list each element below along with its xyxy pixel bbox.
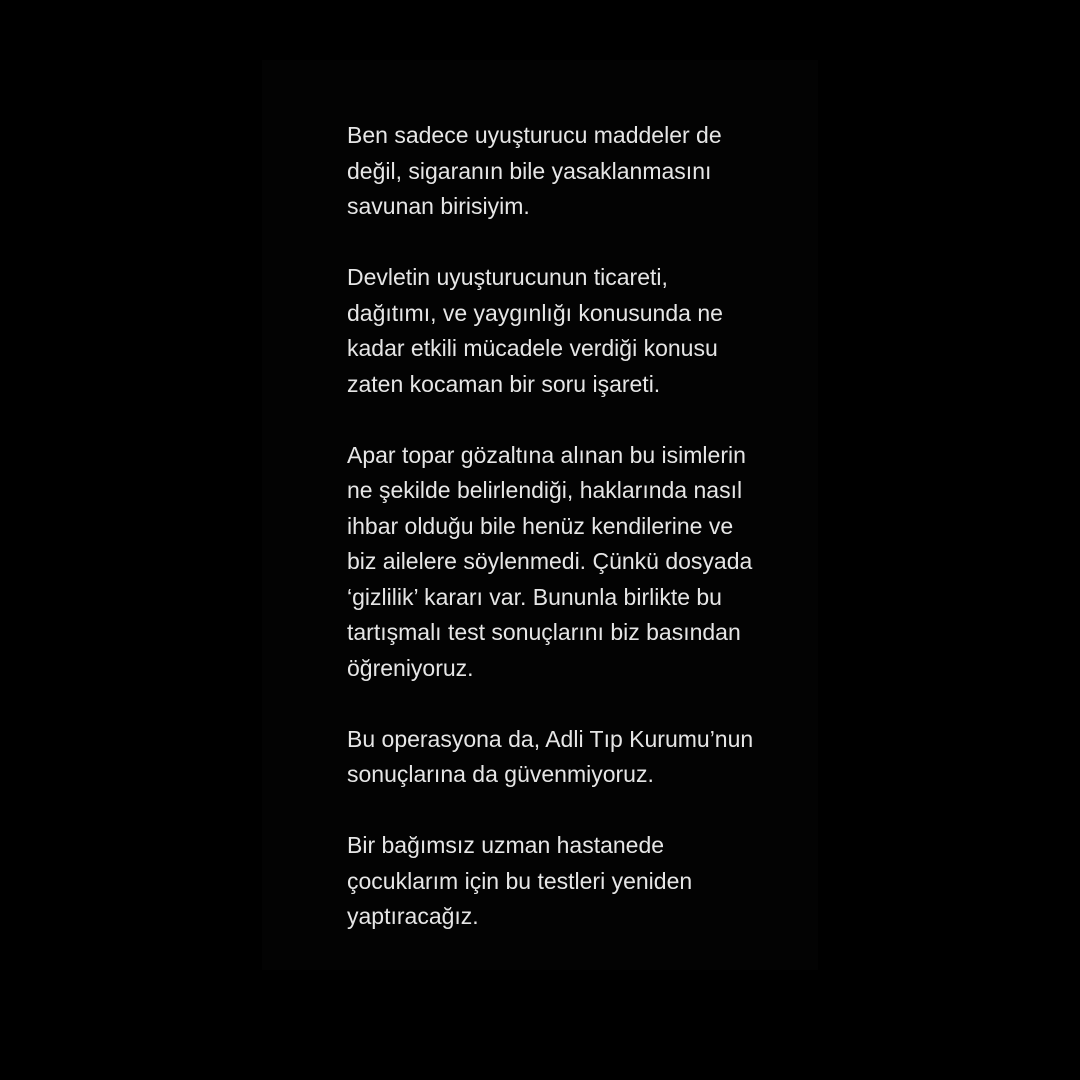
- text-line: ‘gizlilik’ kararı var. Bununla birlikte bu: [347, 583, 722, 610]
- paragraph-4: [347, 722, 807, 793]
- text-line: Bir bağımsız uzman hastanede: [347, 832, 665, 858]
- text-line: dağıtımı, ve yaygınlığı konusunda ne: [347, 299, 723, 326]
- text-line: Devletin uyuşturucunun ticareti,: [347, 264, 668, 290]
- text-line: zaten kocaman bir soru işareti.: [347, 370, 661, 397]
- paragraph-3: [347, 438, 807, 687]
- text-line: kadar etkili mücadele verdiği konusu: [347, 335, 718, 361]
- text-line: Ben sadece uyuşturucu maddeler de: [347, 122, 722, 148]
- text-line: değil, sigaranın bile yasaklanmasını: [347, 157, 712, 184]
- text-line: çocuklarım için bu testleri yeniden: [347, 867, 693, 894]
- text-line: savunan birisiyim.: [347, 193, 530, 219]
- text-line: Bu operasyona da, Adli Tıp Kurumu’nun: [347, 725, 754, 752]
- statement-text: [347, 118, 807, 935]
- paragraph-1: [347, 118, 807, 225]
- text-line: ne şekilde belirlendiği, haklarında nasıl: [347, 477, 743, 503]
- text-line: sonuçlarına da güvenmiyoruz.: [347, 761, 654, 787]
- paragraph-2: [347, 260, 807, 402]
- paragraph-5: [347, 828, 807, 935]
- text-line: tartışmalı test sonuçlarını biz basından: [347, 619, 741, 645]
- text-line: biz ailelere söylenmedi. Çünkü dosyada: [347, 548, 753, 574]
- text-line: öğreniyoruz.: [347, 654, 474, 681]
- text-line: yaptıracağız.: [347, 903, 479, 929]
- text-line: ihbar olduğu bile henüz kendilerine ve: [347, 512, 734, 539]
- text-line: Apar topar gözaltına alınan bu isimlerin: [347, 441, 746, 468]
